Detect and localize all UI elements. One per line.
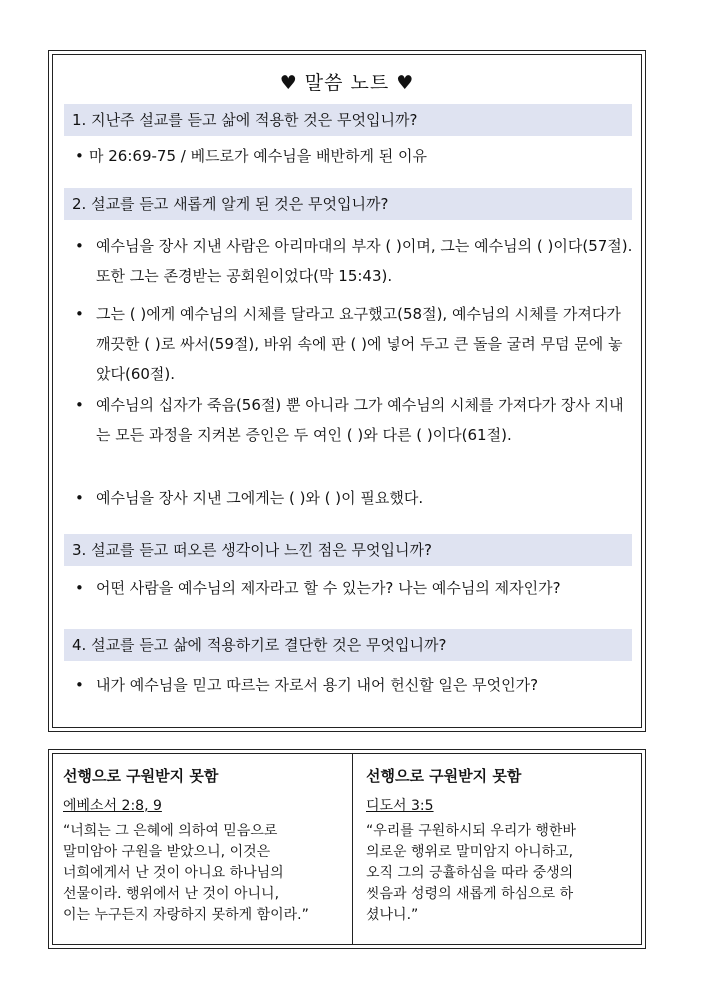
verse-left-line: 말미암아 구원을 받았으니, 이것은 — [63, 844, 271, 860]
question-2-item-2 — [75, 299, 635, 389]
verse-right-line: 셨나니.” — [366, 907, 419, 923]
bullet-dot-icon: • — [75, 147, 84, 165]
verse-table-inner-border — [52, 753, 642, 945]
question-1-item — [75, 141, 635, 171]
question-2-item-3 — [75, 390, 635, 450]
verse-left-line: 이는 누구든지 자랑하지 못하게 함이라.” — [63, 907, 309, 923]
question-4-item — [75, 670, 635, 700]
verse-right-line: 의로운 행위로 말미암지 아니하고, — [366, 844, 574, 860]
question-3-bar: 3. 설교를 듣고 떠오른 생각이나 느낀 점은 무엇입니까? — [64, 534, 632, 566]
note-title: ♥ 말씀 노트 ♥ — [279, 72, 415, 94]
verse-right-line: 씻음과 성령의 새롭게 하심으로 하 — [366, 886, 574, 902]
bullet-dot-icon: • — [75, 396, 84, 414]
question-2-item-1 — [75, 231, 635, 291]
question-1-bar: 1. 지난주 설교를 듣고 삶에 적용한 것은 무엇입니까? — [64, 104, 632, 136]
question-1-item-text: 마 26:69-75 / 베드로가 예수님을 배반하게 된 이유 — [89, 147, 427, 165]
bullet-dot-icon: • — [75, 305, 84, 323]
sermon-note-inner-border — [52, 54, 642, 728]
question-2-bar: 2. 설교를 듣고 새롭게 알게 된 것은 무엇입니까? — [64, 188, 632, 220]
bullet-dot-icon: • — [75, 579, 84, 597]
bullet-dot-icon: • — [75, 676, 84, 694]
verse-left-line: “너희는 그 은혜에 의하여 믿음으로 — [63, 823, 278, 839]
question-2-item-4 — [75, 483, 635, 513]
verse-left-text — [63, 821, 333, 926]
verse-table — [48, 749, 646, 949]
bullet-dot-icon: • — [75, 489, 84, 507]
verse-right-reference: 디도서 3:5 — [366, 798, 434, 814]
verse-right-heading: 선행으로 구원받지 못함 — [366, 767, 522, 785]
sermon-note-box — [48, 50, 646, 732]
question-2-item-2-text: 그는 ( )에게 예수님의 시체를 달라고 요구했고(58절), 예수님의 시체를 가져다가 깨끗한 ( )로 싸서(59절), 바위 속에 판 ( )에 넣어 두고 큰 돌을 굴려 무덤 문에 놓았다(60절). — [96, 305, 623, 383]
question-4-item-text: 내가 예수님을 믿고 따르는 자로서 용기 내어 헌신할 일은 무엇인가? — [96, 676, 539, 694]
question-2-item-1-text: 예수님을 장사 지낸 사람은 아리마대의 부자 ( )이며, 그는 예수님의 ( )이다(57절). 또한 그는 존경받는 공회원이었다(막 15:43). — [96, 237, 633, 285]
verse-column-left — [63, 754, 353, 944]
question-3-item-text: 어떤 사람을 예수님의 제자라고 할 수 있는가? 나는 예수님의 제자인가? — [96, 579, 561, 597]
verse-left-line: 선물이라. 행위에서 난 것이 아니니, — [63, 886, 280, 902]
verse-left-heading: 선행으로 구원받지 못함 — [63, 767, 219, 785]
verse-right-line: 오직 그의 긍휼하심을 따라 중생의 — [366, 865, 574, 881]
verse-right-text — [366, 821, 628, 926]
verse-right-line: “우리를 구원하시되 우리가 행한바 — [366, 823, 576, 839]
verse-left-line: 너희에게서 난 것이 아니요 하나님의 — [63, 865, 284, 881]
bullet-dot-icon: • — [75, 237, 84, 255]
question-2-item-3-text: 예수님의 십자가 죽음(56절) 뿐 아니라 그가 예수님의 시체를 가져다가 장사 지내는 모든 과정을 지켜본 증인은 두 여인 ( )와 다른 ( )이다(61절). — [96, 396, 624, 444]
question-4-bar: 4. 설교를 듣고 삶에 적용하기로 결단한 것은 무엇입니까? — [64, 629, 632, 661]
verse-left-reference: 에베소서 2:8, 9 — [63, 798, 162, 814]
question-3-item — [75, 573, 635, 603]
verse-column-right — [366, 754, 634, 944]
question-2-item-4-text: 예수님을 장사 지낸 그에게는 ( )와 ( )이 필요했다. — [96, 489, 424, 507]
